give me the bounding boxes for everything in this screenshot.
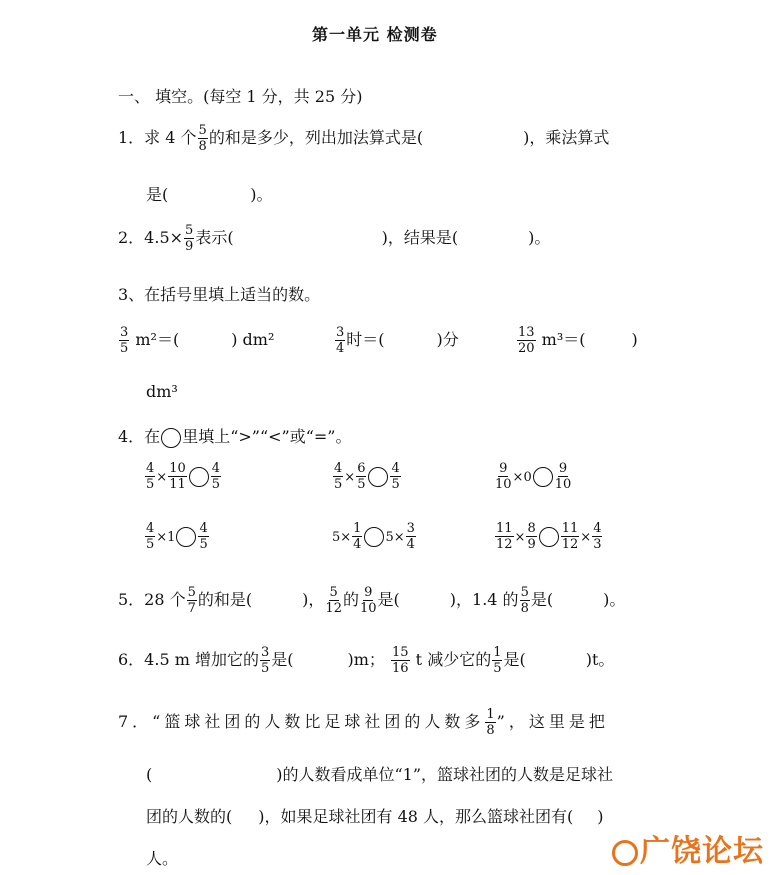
q4-row2-a: $\frac{4}{5}$ ×1 $\frac{4}{5}$	[146, 521, 208, 552]
g-logo-icon	[612, 840, 638, 866]
q3-b-text: 时＝(	[346, 330, 385, 349]
answer-circle[interactable]	[533, 467, 553, 487]
forum-watermark-logo	[612, 826, 764, 870]
watermark-text: 广饶论坛	[640, 834, 764, 869]
answer-circle[interactable]	[189, 467, 209, 487]
question-2	[118, 224, 550, 253]
q4-row1-b: $\frac{4}{5}$ × $\frac{6}{5}$ $\frac{4}{5}$	[334, 461, 400, 492]
question-6: 6．4.5 m 增加它的 $\frac{3}{5}$ 是( )m； $\frac{15}{16}$ t 减少它的 $\frac{1}{5}$ 是( )t。	[118, 645, 615, 676]
q4-row1-c: $\frac{9}{10}$ ×0 $\frac{9}{10}$	[495, 461, 572, 492]
q1-line2-open: 是(	[146, 185, 169, 204]
q3-a-end: ) dm²	[231, 330, 275, 349]
q1-line2-close: )。	[250, 185, 273, 204]
question-7-line-3: 团的人数的( )，如果足球社团有 48 人，那么篮球社团有( )	[146, 807, 604, 826]
answer-circle[interactable]	[539, 527, 559, 547]
question-3: 3、在括号里填上适当的数。	[118, 285, 321, 304]
q3-c-end: )	[631, 330, 638, 349]
q2-text-3: )。	[528, 228, 551, 247]
question-7-line-4: 人。	[146, 849, 179, 868]
q4-prefix: 4．在	[118, 427, 161, 446]
q3-a-text: m²＝(	[135, 330, 180, 349]
q4-row2-c: $\frac{11}{12}$ × $\frac{8}{9}$ $\frac{11}{12}$ × $\frac{4}{3}$	[496, 521, 602, 552]
section-heading: 一、 填空。(每空 1 分，共 25 分)	[118, 87, 363, 106]
page-title: 第一单元 检测卷	[312, 25, 438, 44]
q1-fraction: $\frac{5}{8}$	[198, 123, 207, 154]
q3-c-text: m³＝(	[541, 330, 586, 349]
question-1-line-2	[146, 182, 273, 205]
q3-item-c	[516, 326, 638, 355]
answer-circle[interactable]	[368, 467, 388, 487]
q3-unit: dm³	[146, 382, 178, 401]
q2-text: 表示(	[195, 228, 234, 247]
compare-circle-icon	[161, 428, 181, 448]
question-1-line-1	[118, 124, 609, 153]
answer-circle[interactable]	[176, 527, 196, 547]
q3-item-a	[118, 326, 274, 355]
q2-fraction: $\frac{5}{9}$	[185, 223, 194, 254]
q1-prefix: 1．求 4 个	[118, 128, 197, 147]
question-7-line-1: 7．“篮球社团的人数比足球社团的人数多 $\frac{1}{8}$ ”，这里是把	[118, 707, 609, 738]
question-5: 5．28 个 $\frac{5}{7}$ 的和是( )， $\frac{5}{12}$ 的 $\frac{9}{10}$ 是( )，1.4 的 $\frac{5}{8}$ 是( )。	[118, 585, 626, 616]
q3-item-b	[334, 326, 459, 355]
answer-circle[interactable]	[364, 527, 384, 547]
q2-prefix: 2．4.5×	[118, 228, 184, 247]
q3-b-fraction: $\frac{3}{4}$	[336, 325, 345, 356]
q1-text: 的和是多少，列出加法算式是(	[208, 128, 424, 147]
q4-row1-a: $\frac{4}{5}$ × $\frac{10}{11}$ $\frac{4}{5}$	[146, 461, 221, 492]
q1-text-2: )，乘法算式	[523, 128, 610, 147]
q3-c-fraction: $\frac{13}{20}$	[518, 325, 535, 356]
q4-text: 里填上“>”“<”或“=”。	[182, 427, 352, 446]
question-4	[118, 424, 352, 448]
q3-a-fraction: $\frac{3}{5}$	[120, 325, 129, 356]
question-7-line-2: ( )的人数看成单位“1”，篮球社团的人数是足球社	[146, 765, 614, 784]
q2-text-2: )，结果是(	[381, 228, 459, 247]
q3-b-end: )分	[436, 330, 459, 349]
q4-row2-b: 5× $\frac{1}{4}$ 5× $\frac{3}{4}$	[332, 521, 415, 552]
